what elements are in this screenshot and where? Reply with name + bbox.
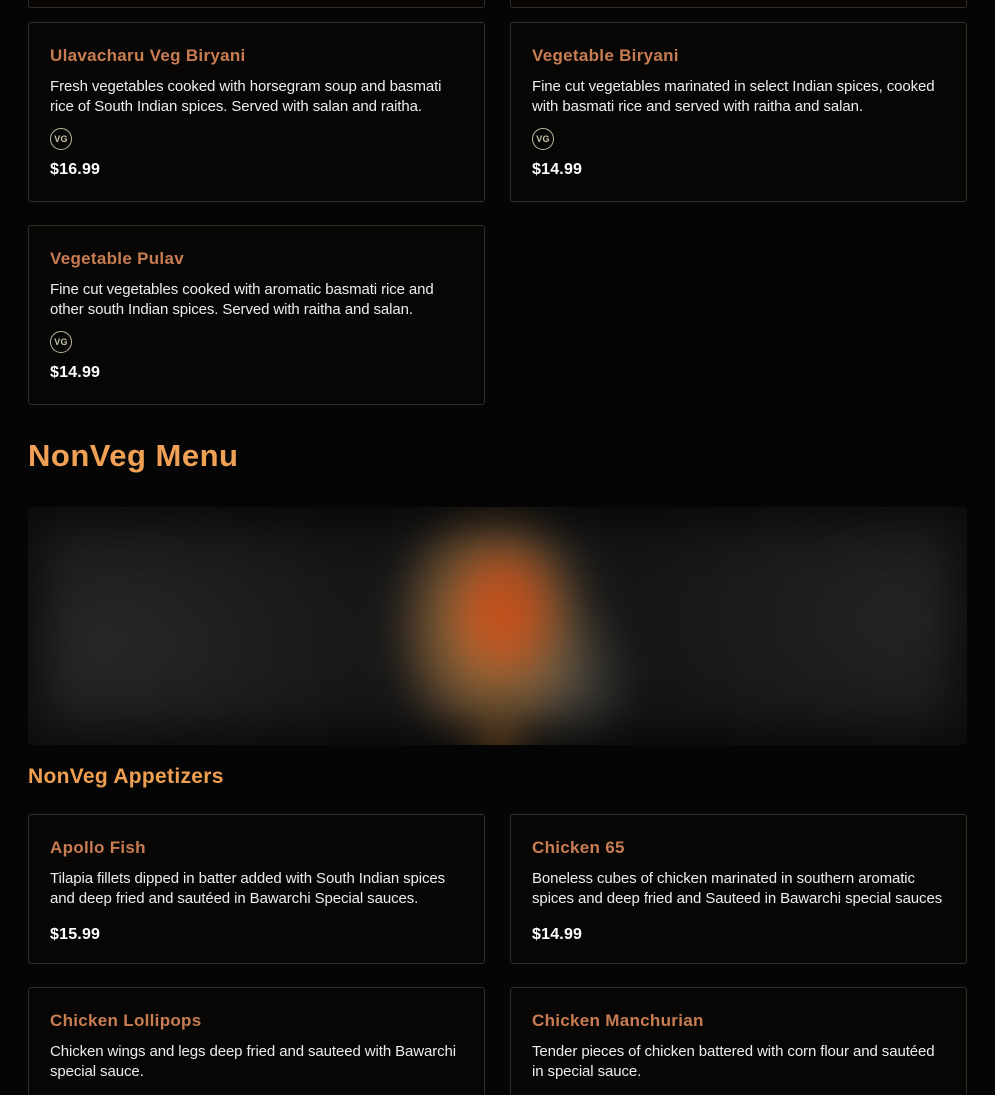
nonveg-appetizers-subheading: NonVeg Appetizers: [28, 764, 224, 788]
menu-item-description: Fine cut vegetables marinated in select Indian spices, cooked with basmati rice and served with raitha and salan.: [532, 77, 935, 115]
menu-item-description: Tender pieces of chicken battered with corn flour and sautéed in special sauce.: [532, 1042, 935, 1080]
nonveg-menu-banner-image: [28, 507, 967, 745]
vegetarian-badge-icon: VG: [50, 128, 72, 150]
previous-card-row-cut: [28, 0, 967, 8]
menu-item-price: $16.99: [50, 160, 101, 178]
menu-item-card-chicken-65: [510, 814, 967, 964]
nonveg-appetizers-card-grid: [28, 814, 967, 1095]
veg-menu-card-grid: [28, 22, 967, 405]
menu-item-name: Ulavacharu Veg Biryani: [50, 46, 246, 65]
menu-item-description: Chicken wings and legs deep fried and sauteed with Bawarchi special sauce.: [50, 1042, 457, 1080]
nonveg-menu-section-heading: NonVeg Menu: [28, 438, 239, 473]
menu-item-price: $14.99: [532, 160, 583, 178]
menu-item-name: Apollo Fish: [50, 837, 146, 857]
menu-item-name: Vegetable Pulav: [50, 249, 184, 268]
menu-item-name: Chicken Manchurian: [532, 1010, 704, 1030]
menu-item-price: $14.99: [532, 925, 583, 943]
vegetarian-badge-icon: VG: [50, 331, 72, 353]
menu-item-card-vegetable-biryani: [510, 22, 967, 202]
menu-item-card-vegetable-pulav: [28, 225, 485, 405]
menu-item-description: Fine cut vegetables cooked with aromatic basmati rice and other south Indian spices. Served with raitha and salan.: [50, 280, 434, 318]
menu-item-name: Chicken 65: [532, 837, 625, 857]
banner-vignette: [28, 507, 967, 745]
menu-item-price: $14.99: [50, 363, 101, 381]
menu-item-card-ulavacharu-veg-biryani: [28, 22, 485, 202]
previous-card-bottom-edge: [28, 0, 485, 8]
dietary-badge-row: [50, 331, 463, 353]
menu-item-card-chicken-manchurian: [510, 987, 967, 1095]
menu-item-description: Fresh vegetables cooked with horsegram soup and basmati rice of South Indian spices. Served with salan and raitha.: [50, 77, 442, 115]
menu-item-name: Vegetable Biryani: [532, 46, 679, 65]
menu-item-name: Chicken Lollipops: [50, 1010, 202, 1030]
menu-item-card-apollo-fish: [28, 814, 485, 964]
vegetarian-badge-icon: VG: [532, 128, 554, 150]
menu-item-price: $15.99: [50, 925, 101, 943]
menu-item-description: Tilapia fillets dipped in batter added with South Indian spices and deep fried and sautéed in Bawarchi Special sauces.: [50, 869, 446, 907]
dietary-badge-row: [50, 128, 463, 150]
menu-item-card-chicken-lollipops: [28, 987, 485, 1095]
dietary-badge-row: [532, 128, 945, 150]
menu-item-description: Boneless cubes of chicken marinated in southern aromatic spices and deep fried and Sauteed in Bawarchi special sauces: [532, 869, 943, 907]
previous-card-bottom-edge: [510, 0, 967, 8]
